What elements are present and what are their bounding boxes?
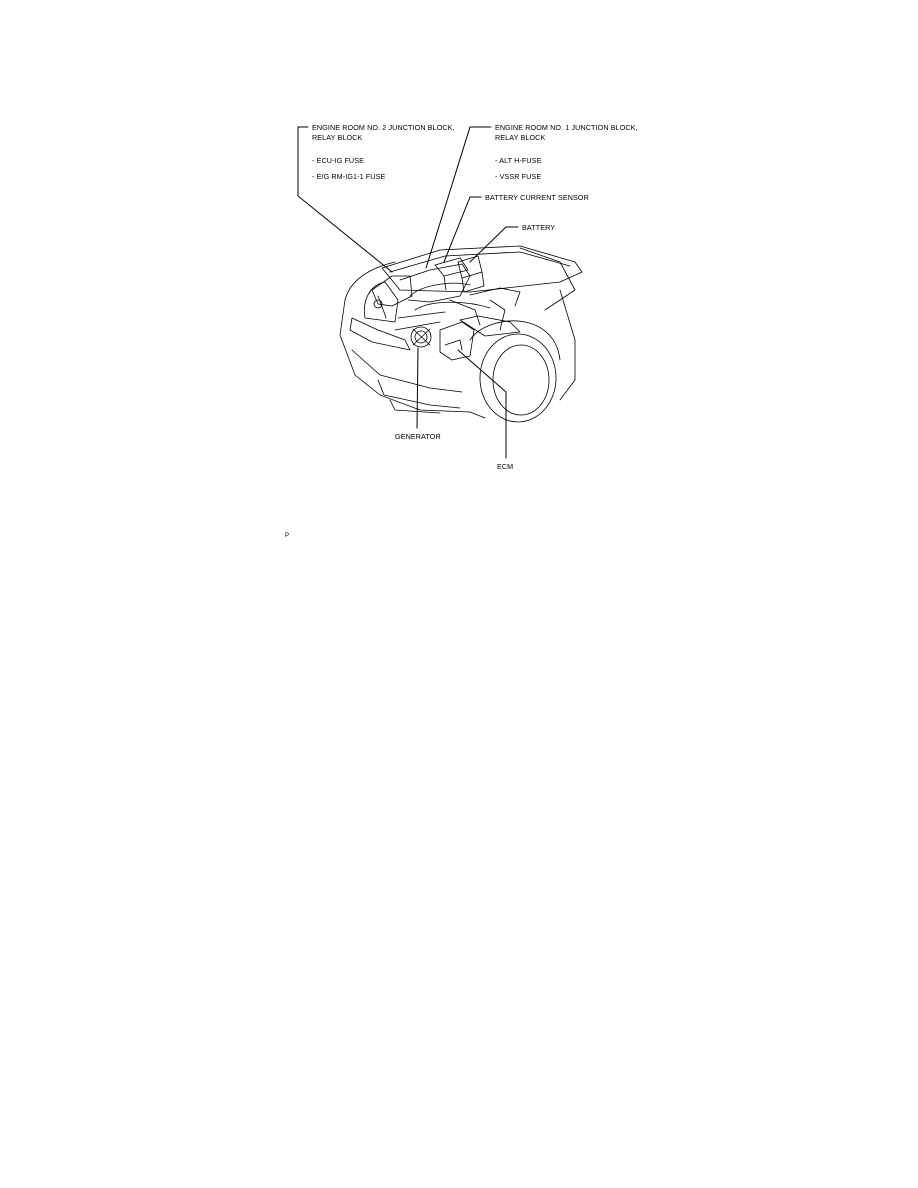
generator-label: GENERATOR [395,432,441,441]
jb1-title-line2: RELAY BLOCK [495,133,546,142]
jb2-fuse-eg-rm-ig1: - E/G RM-IG1-1 FUSE [312,172,386,181]
page-mark: P [285,533,290,539]
car-body-illustration [340,246,582,422]
ecm-label: ECM [497,462,514,471]
jb2-title-line1: ENGINE ROOM NO. 2 JUNCTION BLOCK, [312,123,455,132]
battery-label: BATTERY [522,223,556,232]
battery-current-sensor-label: BATTERY CURRENT SENSOR [485,193,589,202]
jb1-fuse-alt-h: - ALT H-FUSE [495,156,542,165]
jb2-fuse-ecu-ig: - ECU-IG FUSE [312,156,365,165]
jb1-title-line1: ENGINE ROOM NO. 1 JUNCTION BLOCK, [495,123,638,132]
jb1-fuse-vssr: - VSSR FUSE [495,172,542,181]
jb2-title-line2: RELAY BLOCK [312,133,363,142]
